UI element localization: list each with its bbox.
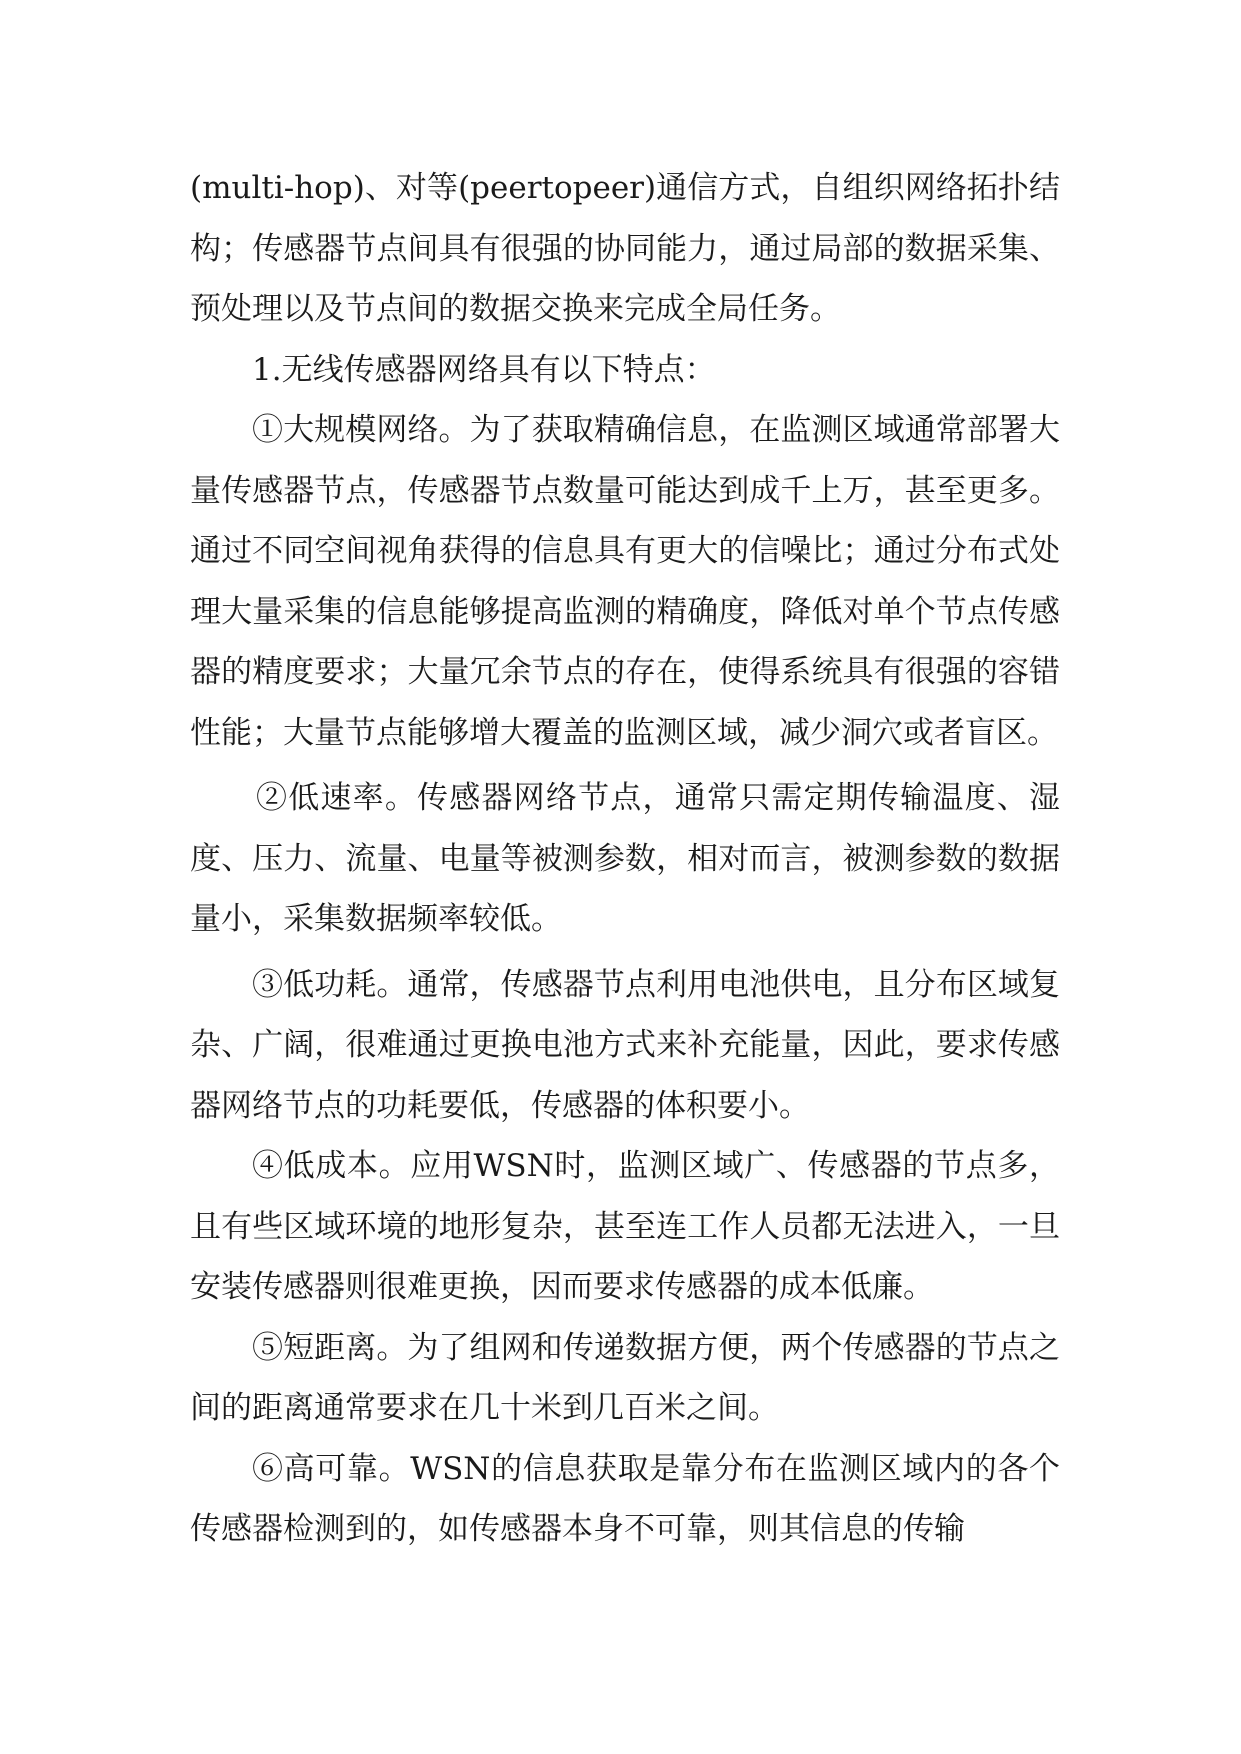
paragraph-low-power: ③低功耗。通常，传感器节点利用电池供电，且分布区域复杂、广阔，很难通过更换电池方式来补充能量，因此，要求传感器网络节点的功耗要低，传感器的体积要小。 <box>190 966 1060 1124</box>
paragraph-features-heading: 1.无线传感器网络具有以下特点： <box>252 351 716 388</box>
paragraph-short-distance: ⑤短距离。为了组网和传递数据方便，两个传感器的节点之间的距离通常要求在几十米到几百米之间。 <box>190 1329 1060 1426</box>
paragraph-high-reliability: ⑥高可靠。WSN的信息获取是靠分布在监测区域内的各个传感器检测到的，如传感器本身不可靠，则其信息的传输 <box>190 1450 1060 1547</box>
document-body <box>190 158 1060 1560</box>
paragraph-low-rate: ②低速率。传感器网络节点，通常只需定期传输温度、湿度、压力、流量、电量等被测参数，相对而言，被测参数的数据量小，采集数据频率较低。 <box>190 780 1060 937</box>
paragraph-large-scale: ①大规模网络。为了获取精确信息，在监测区域通常部署大量传感器节点，传感器节点数量可能达到成千上万，甚至更多。通过不同空间视角获得的信息具有更大的信噪比；通过分布式处理大量采集的信息能够提高监测的精确度，降低对单个节点传感器的精度要求；大量冗余节点的存在，使得系统具有很强的容错性能；大量节点能够增大覆盖的监测区域，减少洞穴或者盲区。 <box>190 412 1060 751</box>
paragraph-continuation: (multi-hop)、对等(peertopeer)通信方式，自组织网络拓扑结构；传感器节点间具有很强的协同能力，通过局部的数据采集、预处理以及节点间的数据交换来完成全局任务。 <box>190 170 1060 327</box>
paragraph-low-cost: ④低成本。应用WSN时，监测区域广、传感器的节点多，且有些区域环境的地形复杂，甚至连工作人员都无法进入，一旦安装传感器则很难更换，因而要求传感器的成本低廉。 <box>190 1148 1060 1305</box>
